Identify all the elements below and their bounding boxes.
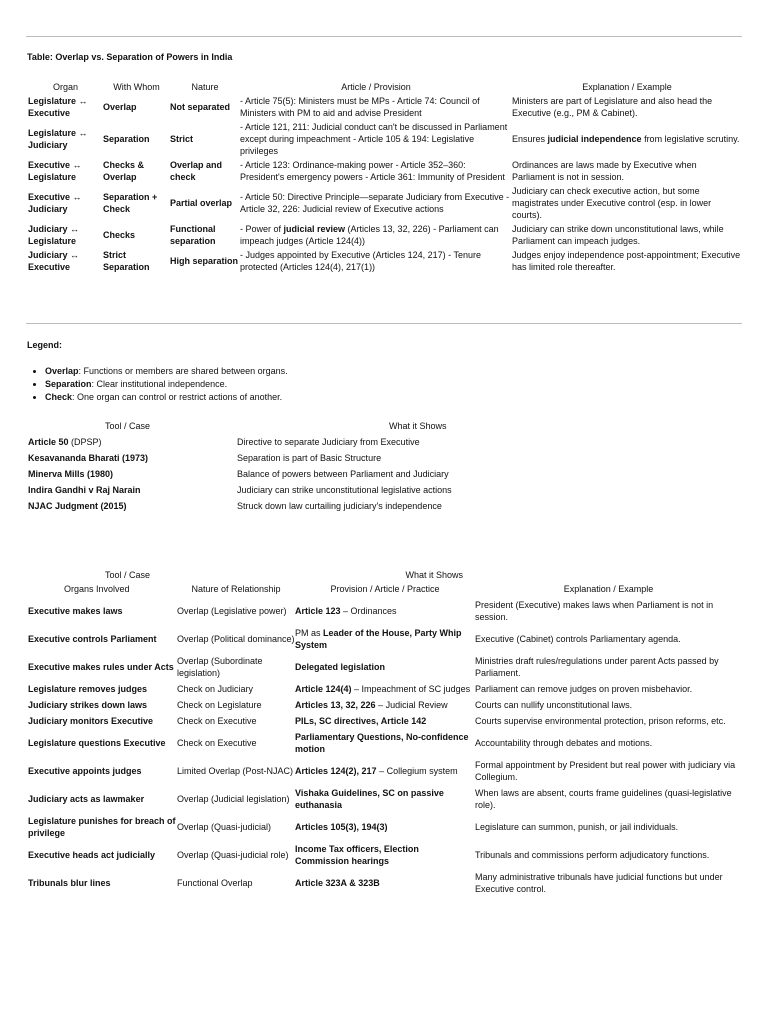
t2-shows: Balance of powers between Parliament and Judiciary — [237, 469, 449, 479]
t3-explanation: Ministries draft rules/regulations under parent Acts passed by Parliament. — [475, 656, 719, 678]
t2-tool: Indira Gandhi v Raj Narain — [28, 485, 141, 495]
table1-header-row — [28, 80, 742, 94]
t3-provision: Articles 124(2), 217 – Collegium system — [295, 766, 458, 776]
t3-explanation: Courts supervise environmental protection, prison reforms, etc. — [475, 716, 726, 726]
t2-tool: NJAC Judgment (2015) — [28, 501, 127, 511]
t3-explanation: Executive (Cabinet) controls Parliamentary agenda. — [475, 634, 681, 644]
t3-organ: Executive heads act judicially — [28, 850, 156, 860]
t1-organ: Executive ↔ Judiciary — [28, 192, 82, 214]
t1-organ: Judiciary ↔ Executive — [28, 250, 80, 272]
legend-heading: Legend: — [27, 340, 62, 350]
t3-explanation: Tribunals and commissions perform adjudicatory functions. — [475, 850, 710, 860]
t1-provision: - Power of judicial review (Articles 13, 32, 226) - Parliament can impeach judges (Article 124(4)) — [240, 224, 499, 246]
t1-provision: - Article 121, 211: Judicial conduct can't be discussed in Parliament except during impeachment - Article 105 & 194: Legislative privileges — [240, 122, 508, 156]
table-row — [28, 841, 742, 869]
table-row — [28, 653, 742, 681]
list-item: • Separation: Clear institutional independence. — [45, 378, 545, 391]
table-row — [28, 184, 742, 222]
t1-with: Strict Separation — [103, 250, 150, 272]
table-row — [28, 248, 742, 274]
t3-nature: Limited Overlap (Post-NJAC) — [177, 766, 294, 776]
t3-provision: PM as Leader of the House, Party Whip System — [295, 628, 462, 650]
t3-explanation: Parliament can remove judges on proven misbehavior. — [475, 684, 693, 694]
t1-header-provision: Article / Provision — [341, 82, 411, 92]
t1-explanation: Judiciary can strike down unconstitutional laws, while Parliament can impeach judges. — [512, 224, 724, 246]
table-row — [28, 222, 742, 248]
t3-nature: Overlap (Political dominance) — [177, 634, 295, 644]
table-row — [28, 713, 742, 729]
t3-provision: Articles 105(3), 194(3) — [295, 822, 388, 832]
t2-header-shows: What it Shows — [389, 421, 447, 431]
overlap-separation-table — [28, 80, 742, 274]
t3-explanation: When laws are absent, courts frame guidelines (quasi-legislative role). — [475, 788, 732, 810]
t3-organ: Executive controls Parliament — [28, 634, 157, 644]
t1-nature: High separation — [170, 256, 239, 266]
t3-nature: Overlap (Quasi-judicial) — [177, 822, 272, 832]
legend-list — [27, 365, 545, 404]
t1-explanation: Judiciary can check executive action, but some magistrates under Executive control (esp. in lower courts). — [512, 186, 712, 220]
t3-organ: Executive makes laws — [28, 606, 123, 616]
t1-provision: - Article 50: Directive Principle—separate Judiciary from Executive - Article 32, 226: Judicial review of Executive actions — [240, 192, 510, 214]
t1-organ: Legislature ↔ Judiciary — [28, 128, 88, 150]
list-item: • Check: One organ can control or restrict actions of another. — [45, 391, 545, 404]
t3-provision: Vishaka Guidelines, SC on passive euthanasia — [295, 788, 444, 810]
t2-header-tool: Tool / Case — [105, 421, 151, 431]
t3-organ: Executive appoints judges — [28, 766, 142, 776]
t2-tool: Minerva Mills (1980) — [28, 469, 114, 479]
middle-divider — [26, 323, 742, 324]
t1-with: Overlap — [103, 102, 137, 112]
table-row — [28, 94, 742, 120]
t1-nature: Strict — [170, 134, 194, 144]
t3-nature: Overlap (Legislative power) — [177, 606, 287, 616]
t1-organ: Judiciary ↔ Legislature — [28, 224, 80, 246]
t1-organ: Executive ↔ Legislature — [28, 160, 82, 182]
t3-provision: Articles 13, 32, 226 – Judicial Review — [295, 700, 448, 710]
t3-organ: Tribunals blur lines — [28, 878, 111, 888]
t3-provision: Income Tax officers, Election Commission hearings — [295, 844, 419, 866]
t3-organ: Judiciary strikes down laws — [28, 700, 148, 710]
t1-provision: - Article 75(5): Ministers must be MPs - Article 74: Council of Ministers with PM to aid and advise President — [240, 96, 480, 118]
table-row — [28, 597, 742, 625]
table-row — [28, 450, 528, 466]
t3-provision: Parliamentary Questions, No-confidence motion — [295, 732, 469, 754]
t3-provision: Delegated legislation — [295, 662, 386, 672]
table3-top-header-row — [28, 569, 742, 581]
t3-nature: Check on Executive — [177, 738, 257, 748]
t2-tool: Kesavananda Bharati (1973) — [28, 453, 149, 463]
t3-explanation: Accountability through debates and motions. — [475, 738, 653, 748]
t3-nature: Check on Judiciary — [177, 684, 254, 694]
t3-nature: Overlap (Subordinate legislation) — [177, 656, 263, 678]
t1-with: Separation + Check — [103, 192, 158, 214]
t3-top-header-shows: What it Shows — [405, 570, 463, 580]
t3-header-nature: Nature of Relationship — [191, 584, 281, 594]
t3-header-organs: Organs Involved — [64, 584, 130, 594]
t3-explanation: Courts can nullify unconstitutional laws. — [475, 700, 633, 710]
t1-nature: Not separated — [170, 102, 231, 112]
t3-explanation: Many administrative tribunals have judicial functions but under Executive control. — [475, 872, 723, 894]
t2-shows: Judiciary can strike unconstitutional legislative actions — [237, 485, 452, 495]
table-row — [28, 785, 742, 813]
t3-organ: Legislature punishes for breach of privilege — [28, 816, 176, 838]
tool-case-table — [28, 418, 528, 514]
table-row — [28, 681, 742, 697]
t1-explanation: Judges enjoy independence post-appointment; Executive has limited role thereafter. — [512, 250, 741, 272]
table-row — [28, 869, 742, 897]
t3-header-explanation: Explanation / Example — [563, 584, 654, 594]
t1-explanation: Ensures judicial independence from legislative scrutiny. — [512, 134, 740, 144]
table-row — [28, 625, 742, 653]
table3-header-row — [28, 581, 742, 597]
table-row — [28, 813, 742, 841]
table-row — [28, 120, 742, 158]
table-row — [28, 158, 742, 184]
table-row — [28, 729, 742, 757]
t3-organ: Legislature questions Executive — [28, 738, 166, 748]
t2-shows: Separation is part of Basic Structure — [237, 453, 382, 463]
t1-provision: - Article 123: Ordinance-making power - Article 352–360: President's emergency powers - Article 361: Immunity of President — [240, 160, 505, 182]
t3-explanation: Legislature can summon, punish, or jail individuals. — [475, 822, 679, 832]
t1-header-organ: Organ — [52, 82, 78, 92]
table-row — [28, 434, 528, 450]
t3-provision: Article 323A & 323B — [295, 878, 380, 888]
t2-shows: Directive to separate Judiciary from Executive — [237, 437, 420, 447]
t1-provision: - Judges appointed by Executive (Articles 124, 217) - Tenure protected (Articles 124(4), 217(1)) — [240, 250, 481, 272]
relationship-table — [28, 569, 742, 897]
t3-top-header-tool: Tool / Case — [105, 570, 151, 580]
table-row — [28, 466, 528, 482]
t3-explanation: Formal appointment by President but real power with judiciary via Collegium. — [475, 760, 736, 782]
t1-header-explanation: Explanation / Example — [582, 82, 672, 92]
t3-organ: Executive makes rules under Acts — [28, 662, 174, 672]
t3-provision: PILs, SC directives, Article 142 — [295, 716, 427, 726]
table2-header-row — [28, 418, 528, 434]
t3-nature: Functional Overlap — [177, 878, 253, 888]
t3-nature: Overlap (Quasi-judicial role) — [177, 850, 289, 860]
t3-nature: Check on Executive — [177, 716, 257, 726]
t2-tool: Article 50 (DPSP) — [28, 437, 102, 447]
top-divider — [26, 36, 742, 37]
t3-provision: Article 124(4) – Impeachment of SC judges — [295, 684, 471, 694]
t1-with: Checks & Overlap — [103, 160, 145, 182]
t1-nature: Overlap and check — [170, 160, 223, 182]
t3-provision: Article 123 – Ordinances — [295, 606, 397, 616]
t3-organ: Judiciary monitors Executive — [28, 716, 154, 726]
t3-organ: Legislature removes judges — [28, 684, 148, 694]
t3-organ: Judiciary acts as lawmaker — [28, 794, 145, 804]
t1-organ: Legislature ↔ Executive — [28, 96, 88, 118]
t1-with: Checks — [103, 230, 136, 240]
t3-nature: Check on Legislature — [177, 700, 262, 710]
t2-shows: Struck down law curtailing judiciary's independence — [237, 501, 442, 511]
t1-nature: Partial overlap — [170, 198, 233, 208]
t1-header-with-whom: With Whom — [113, 82, 160, 92]
t3-explanation: President (Executive) makes laws when Parliament is not in session. — [475, 600, 714, 622]
t1-explanation: Ministers are part of Legislature and also head the Executive (e.g., PM & Cabinet). — [512, 96, 713, 118]
list-item: • Overlap: Functions or members are shared between organs. — [45, 365, 545, 378]
table1-title: Table: Overlap vs. Separation of Powers in India — [27, 52, 233, 62]
table-row — [28, 757, 742, 785]
t1-with: Separation — [103, 134, 150, 144]
t1-explanation: Ordinances are laws made by Executive when Parliament is not in session. — [512, 160, 697, 182]
t1-header-nature: Nature — [191, 82, 219, 92]
table-row — [28, 697, 742, 713]
t3-nature: Overlap (Judicial legislation) — [177, 794, 290, 804]
t1-nature: Functional separation — [170, 224, 216, 246]
table-row — [28, 498, 528, 514]
table-row — [28, 482, 528, 498]
t3-header-provision: Provision / Article / Practice — [330, 584, 440, 594]
